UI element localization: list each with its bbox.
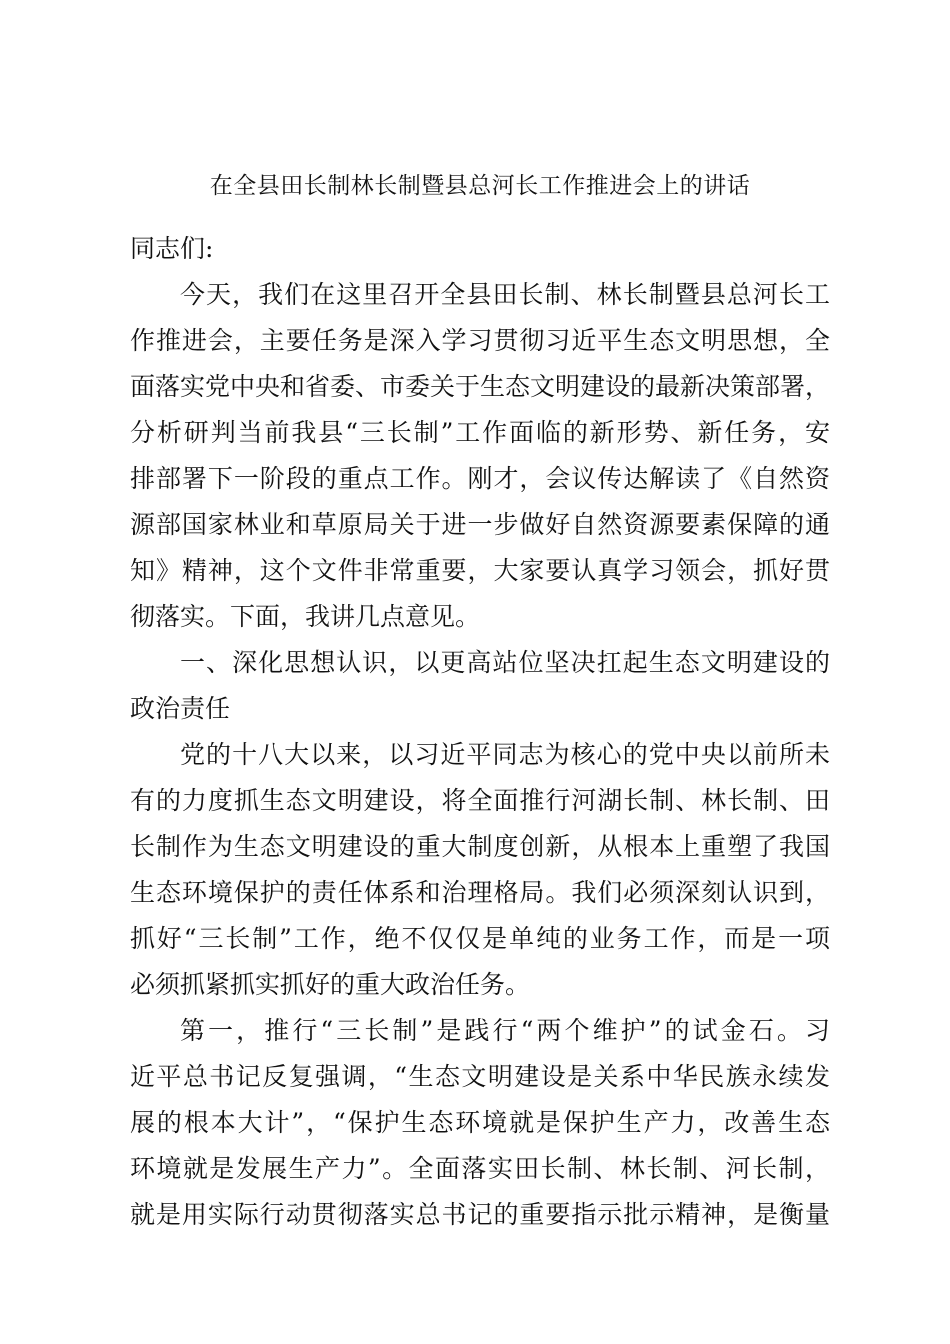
paragraph-line: 分析研判当前我县“三长制”工作面临的新形势、新任务，安 xyxy=(130,418,830,447)
paragraph-line: 党的十八大以来，以习近平同志为核心的党中央以前所未 xyxy=(180,740,830,769)
section-heading-line: 一、深化思想认识，以更高站位坚决扛起生态文明建设的 xyxy=(180,648,830,677)
paragraph-line: 今天，我们在这里召开全县田长制、林长制暨县总河长工 xyxy=(180,280,830,309)
paragraph-line: 源部国家林业和草原局关于进一步做好自然资源要素保障的通 xyxy=(130,510,830,539)
paragraph-line: 作推进会，主要任务是深入学习贯彻习近平生态文明思想，全 xyxy=(130,326,830,355)
paragraph-line: 抓好“三长制”工作，绝不仅仅是单纯的业务工作，而是一项 xyxy=(130,924,830,953)
paragraph-line: 生态环境保护的责任体系和治理格局。我们必须深刻认识到， xyxy=(130,878,830,907)
document-title: 在全县田长制林长制暨县总河长工作推进会上的讲话 xyxy=(209,173,751,199)
salutation: 同志们: xyxy=(130,234,214,263)
paragraph-line: 环境就是发展生产力”。全面落实田长制、林长制、河长制， xyxy=(130,1154,830,1183)
paragraph-line: 知》精神，这个文件非常重要，大家要认真学习领会，抓好贯 xyxy=(130,556,830,585)
paragraph-line: 必须抓紧抓实抓好的重大政治任务。 xyxy=(130,970,531,999)
paragraph-line: 展的根本大计”，“保护生态环境就是保护生产力，改善生态 xyxy=(130,1108,830,1137)
paragraph-line: 长制作为生态文明建设的重大制度创新，从根本上重塑了我国 xyxy=(130,832,830,861)
paragraph-line: 有的力度抓生态文明建设，将全面推行河湖长制、林长制、田 xyxy=(130,786,830,815)
paragraph-line: 近平总书记反复强调，“生态文明建设是关系中华民族永续发 xyxy=(130,1062,830,1091)
paragraph-line: 面落实党中央和省委、市委关于生态文明建设的最新决策部署， xyxy=(130,372,831,401)
paragraph-line: 就是用实际行动贯彻落实总书记的重要指示批示精神，是衡量 xyxy=(130,1200,830,1229)
paragraph-line: 第一，推行“三长制”是践行“两个维护”的试金石。习 xyxy=(180,1016,830,1045)
paragraph-line: 彻落实。下面，我讲几点意见。 xyxy=(130,602,481,631)
section-heading-line: 政治责任 xyxy=(130,694,231,723)
paragraph-line: 排部署下一阶段的重点工作。刚才，会议传达解读了《自然资 xyxy=(130,464,830,493)
